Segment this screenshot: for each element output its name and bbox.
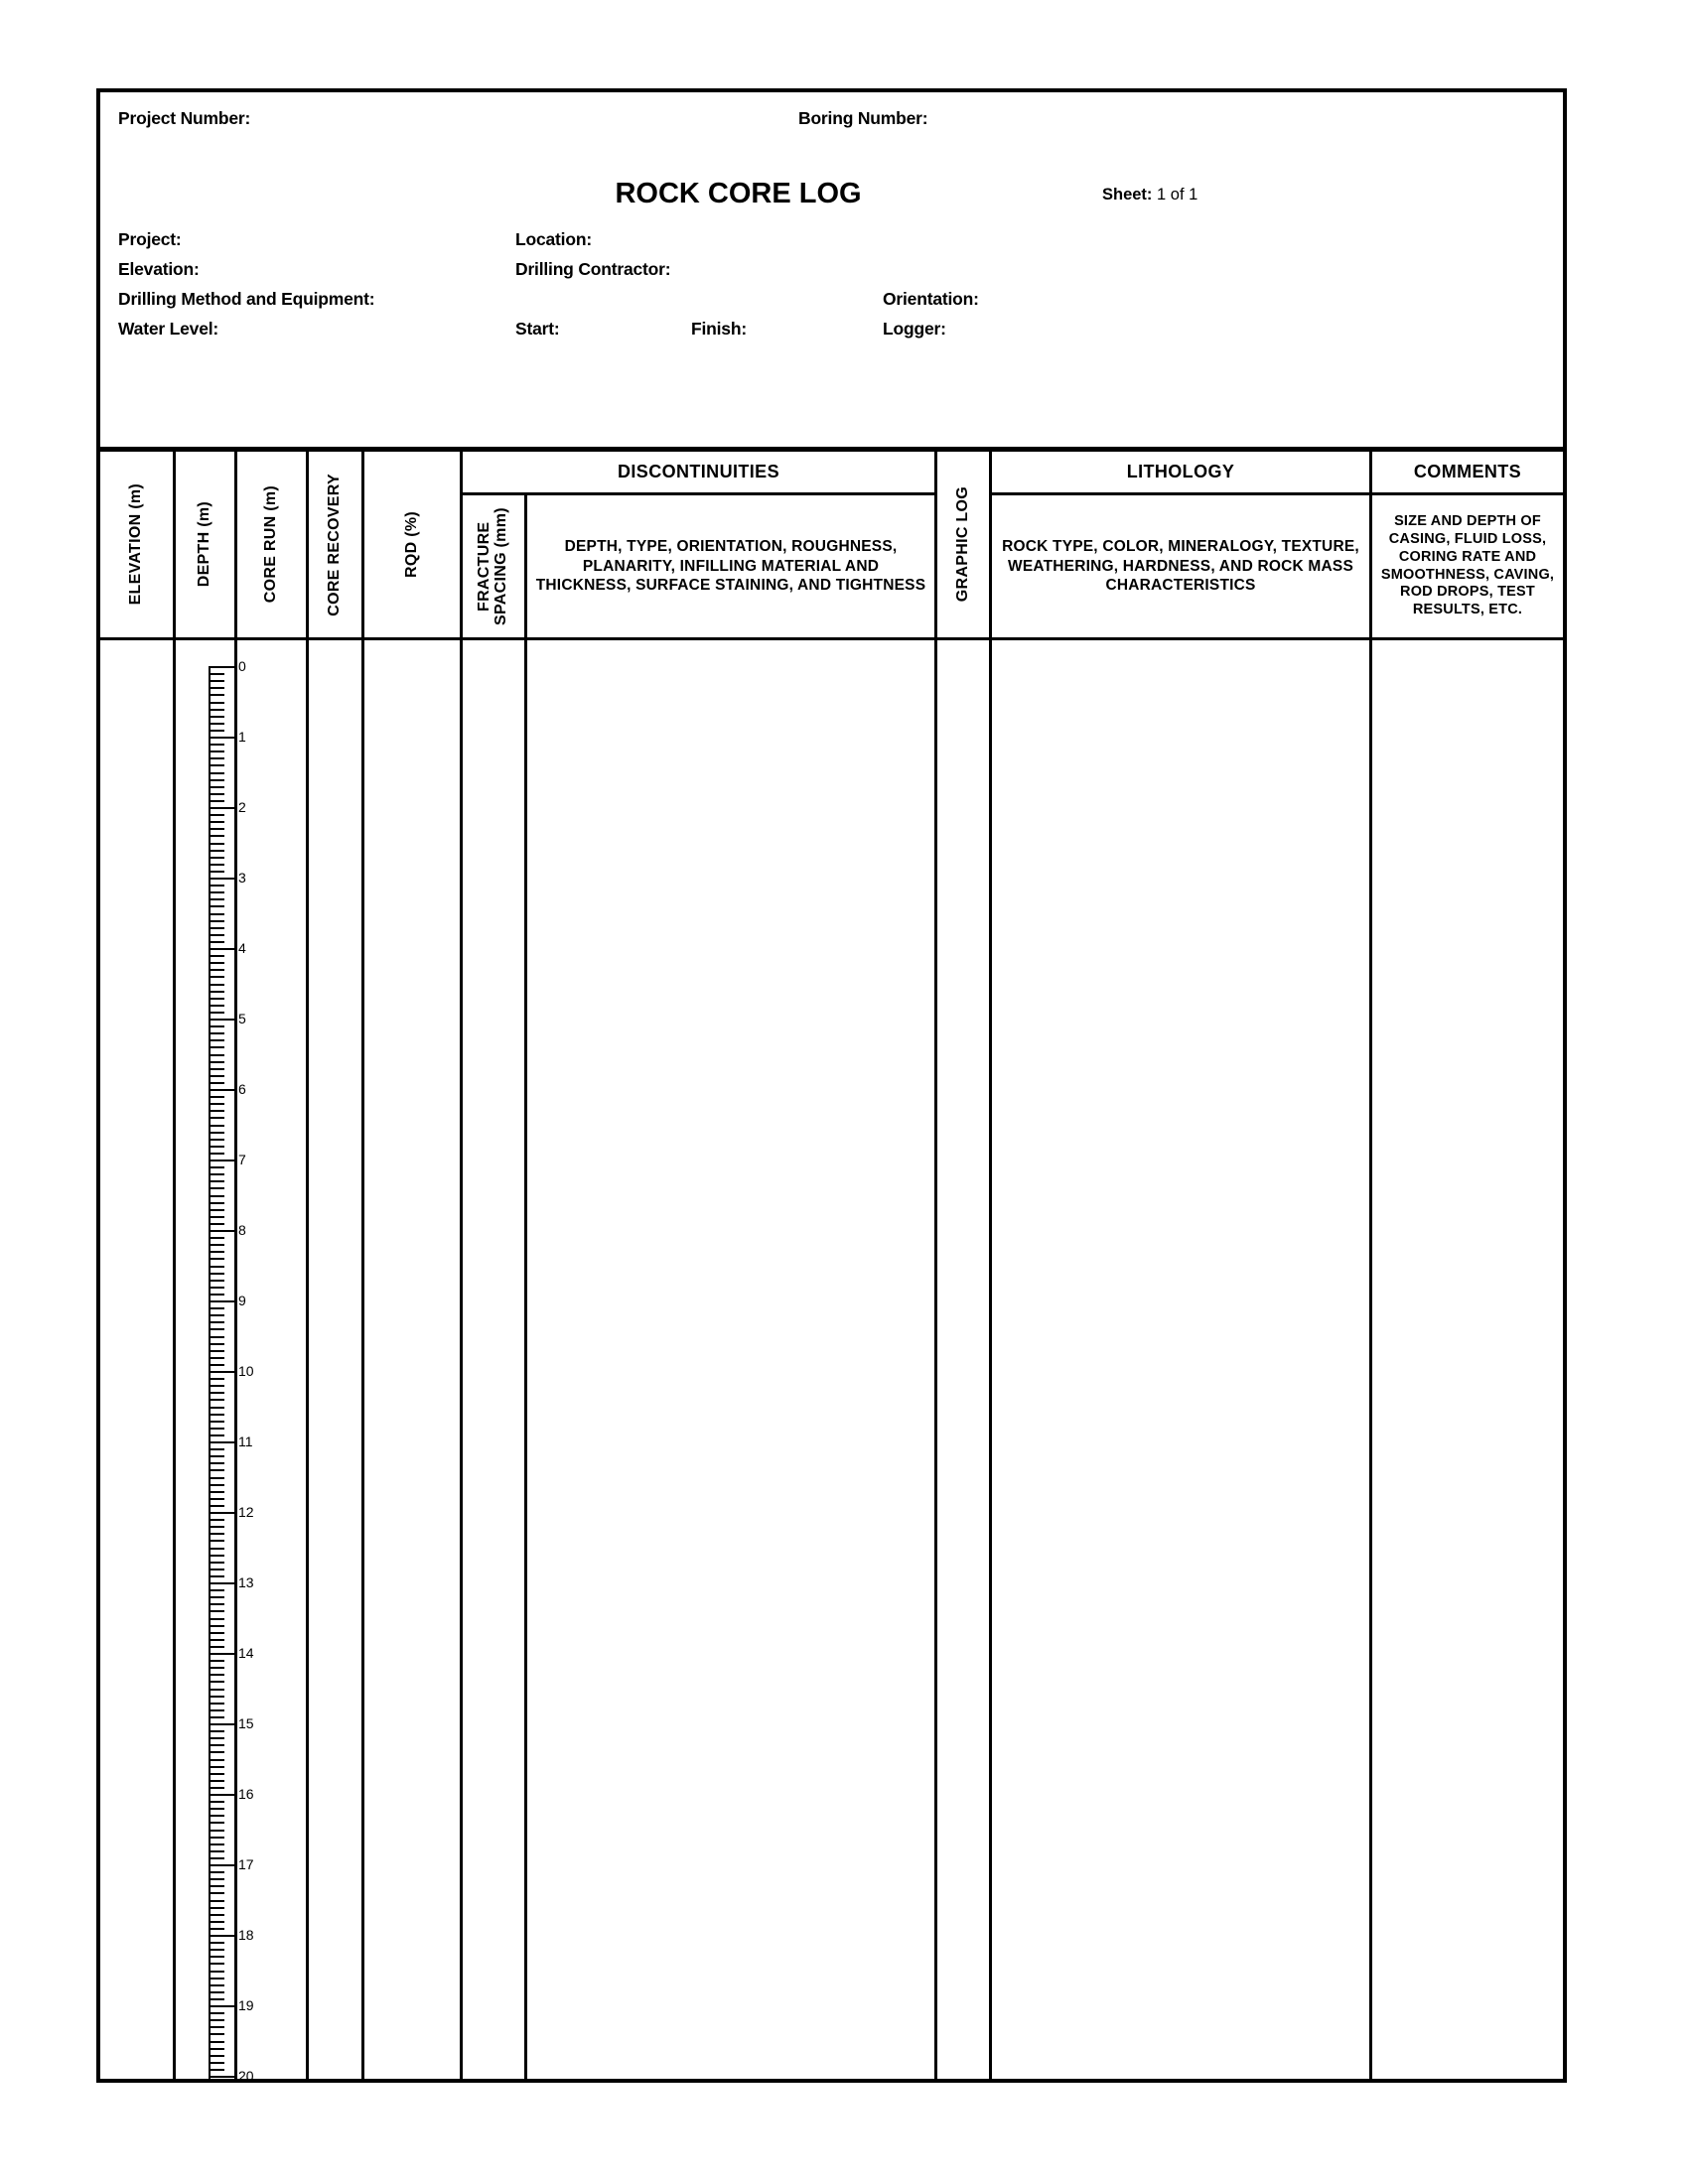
ruler-minor-tick — [209, 2033, 224, 2035]
ruler-minor-tick — [209, 1569, 224, 1570]
ruler-minor-tick — [209, 2019, 224, 2021]
ruler-minor-tick — [209, 1505, 224, 1507]
ruler-minor-tick — [209, 1850, 224, 1852]
ruler-minor-tick — [209, 1885, 224, 1887]
ruler-minor-tick — [209, 1603, 224, 1605]
ruler-tick-label: 14 — [238, 1645, 254, 1661]
ruler-minor-tick — [209, 998, 224, 1000]
ruler-minor-tick — [209, 1709, 224, 1711]
ruler-major-tick — [209, 1582, 234, 1584]
ruler-minor-tick — [209, 1266, 224, 1268]
ruler-tick-label: 5 — [238, 1011, 246, 1026]
ruler-minor-tick — [209, 1984, 224, 1986]
ruler-minor-tick — [209, 1703, 224, 1705]
column-lithology-description[interactable] — [992, 640, 1372, 2079]
ruler-minor-tick — [209, 779, 224, 781]
ruler-minor-tick — [209, 835, 224, 837]
ruler-major-tick — [209, 737, 234, 739]
column-body-rqd[interactable] — [364, 640, 460, 2079]
ruler-minor-tick — [209, 1025, 224, 1027]
ruler-minor-tick — [209, 1914, 224, 1916]
ruler-minor-tick — [209, 1921, 224, 1923]
ruler-major-tick — [209, 1160, 234, 1161]
ruler-minor-tick — [209, 673, 224, 675]
ruler-minor-tick — [209, 1639, 224, 1641]
ruler-minor-tick — [209, 1878, 224, 1880]
ruler-minor-tick — [209, 1187, 224, 1189]
ruler-minor-tick — [209, 1146, 224, 1148]
ruler-minor-tick — [209, 1610, 224, 1612]
ruler-minor-tick — [209, 927, 224, 929]
ruler-minor-tick — [209, 1625, 224, 1627]
ruler-minor-tick — [209, 1830, 224, 1832]
ruler-minor-tick — [209, 962, 224, 964]
ruler-minor-tick — [209, 885, 224, 887]
ruler-tick-label: 1 — [238, 729, 246, 745]
ruler-minor-tick — [209, 1414, 224, 1416]
ruler-major-tick — [209, 1935, 234, 1937]
ruler-minor-tick — [209, 764, 224, 766]
ruler-major-tick — [209, 948, 234, 950]
column-header-depth — [176, 452, 234, 640]
ruler-minor-tick — [209, 1575, 224, 1577]
ruler-tick-label: 19 — [238, 1997, 254, 2013]
drilling-contractor-label: Drilling Contractor: — [515, 259, 671, 279]
ruler-minor-tick — [209, 1407, 224, 1409]
column-elevation — [100, 452, 176, 2079]
ruler-minor-tick — [209, 1907, 224, 1909]
ruler-minor-tick — [209, 814, 224, 816]
ruler-minor-tick — [209, 1540, 224, 1542]
column-label-discontinuity-description: DEPTH, TYPE, ORIENTATION, ROUGHNESS, PLANARITY, INFILLING MATERIAL AND THICKNESS, SURFACE STAINING, AND TIGHTNESS — [535, 538, 926, 595]
ruler-minor-tick — [209, 955, 224, 957]
ruler-tick-label: 10 — [238, 1363, 254, 1379]
ruler-minor-tick — [209, 786, 224, 788]
ruler-major-tick — [209, 666, 234, 668]
ruler-tick-label: 7 — [238, 1152, 246, 1167]
form-title-text: ROCK CORE LOG — [615, 178, 862, 209]
sheet-value: 1 of 1 — [1157, 186, 1198, 204]
ruler-minor-tick — [209, 2026, 224, 2028]
rock-core-log-form — [96, 88, 1567, 2083]
ruler-minor-tick — [209, 898, 224, 900]
ruler-minor-tick — [209, 1674, 224, 1676]
ruler-minor-tick — [209, 850, 224, 852]
ruler-tick-label: 18 — [238, 1927, 254, 1943]
ruler-minor-tick — [209, 1125, 224, 1127]
ruler-minor-tick — [209, 1032, 224, 1034]
group-header-comments — [1372, 452, 1563, 495]
ruler-minor-tick — [209, 1971, 224, 1973]
ruler-minor-tick — [209, 1533, 224, 1535]
column-rqd — [364, 452, 463, 2079]
ruler-major-tick — [209, 1723, 234, 1725]
ruler-minor-tick — [209, 1892, 224, 1894]
ruler-minor-tick — [209, 1455, 224, 1457]
ruler-minor-tick — [209, 1484, 224, 1486]
finish-label: Finish: — [691, 319, 747, 339]
ruler-minor-tick — [209, 1519, 224, 1521]
ruler-minor-tick — [209, 913, 224, 915]
ruler-major-tick — [209, 878, 234, 880]
sheet-indicator — [1102, 187, 1197, 204]
group-header-comments-label: COMMENTS — [1413, 462, 1522, 481]
location-label: Location: — [515, 229, 592, 249]
ruler-minor-tick — [209, 1949, 224, 1951]
ruler-major-tick — [209, 1864, 234, 1866]
column-label-graphic-log: GRAPHIC LOG — [953, 486, 971, 603]
boring-number-label: Boring Number: — [798, 108, 928, 128]
column-label-depth: DEPTH (m) — [196, 501, 213, 588]
project-number-label: Project Number: — [118, 108, 251, 128]
ruler-minor-tick — [209, 1321, 224, 1323]
column-header-elevation — [100, 452, 173, 640]
ruler-minor-tick — [209, 1096, 224, 1098]
sheet-label: Sheet: — [1102, 186, 1153, 204]
logger-label: Logger: — [883, 319, 946, 339]
ruler-minor-tick — [209, 1696, 224, 1698]
ruler-minor-tick — [209, 1751, 224, 1753]
ruler-minor-tick — [209, 1491, 224, 1493]
ruler-minor-tick — [209, 1314, 224, 1316]
ruler-minor-tick — [209, 1364, 224, 1366]
ruler-minor-tick — [209, 1667, 224, 1669]
ruler-minor-tick — [209, 1039, 224, 1041]
ruler-minor-tick — [209, 1350, 224, 1352]
ruler-tick-label: 9 — [238, 1293, 246, 1308]
ruler-minor-tick — [209, 984, 224, 986]
column-label-fracture-spacing: FRACTURE SPACING (mm) — [476, 507, 509, 625]
column-discontinuity-description[interactable] — [527, 640, 937, 2079]
ruler-minor-tick — [209, 1857, 224, 1859]
ruler-minor-tick — [209, 1173, 224, 1175]
column-header-core-recovery — [309, 452, 361, 640]
ruler-minor-tick — [209, 1117, 224, 1119]
ruler-minor-tick — [209, 1054, 224, 1056]
form-header — [100, 92, 1563, 452]
ruler-minor-tick — [209, 1498, 224, 1500]
ruler-minor-tick — [209, 1153, 224, 1155]
ruler-major-tick — [209, 807, 234, 809]
ruler-minor-tick — [209, 905, 224, 907]
column-header-graphic-log — [937, 452, 989, 640]
group-header-discontinuities-label: DISCONTINUITIES — [617, 462, 779, 481]
ruler-minor-tick — [209, 1273, 224, 1275]
column-label-elevation: ELEVATION (m) — [127, 483, 145, 606]
ruler-minor-tick — [209, 1956, 224, 1958]
ruler-major-tick — [209, 1300, 234, 1302]
column-header-discontinuity-description — [527, 495, 937, 640]
ruler-tick-label: 4 — [238, 940, 246, 956]
elevation-label: Elevation: — [118, 259, 200, 279]
ruler-minor-tick — [209, 1132, 224, 1134]
ruler-minor-tick — [209, 793, 224, 795]
ruler-minor-tick — [209, 1998, 224, 2000]
column-label-core-recovery: CORE RECOVERY — [326, 473, 344, 616]
column-label-lithology-description: ROCK TYPE, COLOR, MINERALOGY, TEXTURE, WEATHERING, HARDNESS, AND ROCK MASS CHARACTERISTICS — [1002, 538, 1359, 595]
ruler-minor-tick — [209, 1082, 224, 1084]
ruler-minor-tick — [209, 1942, 224, 1944]
ruler-minor-tick — [209, 1223, 224, 1225]
group-header-lithology-label: LITHOLOGY — [1126, 462, 1235, 481]
column-header-fracture-spacing — [463, 495, 527, 640]
ruler-minor-tick — [209, 1307, 224, 1309]
ruler-minor-tick — [209, 843, 224, 845]
water-level-label: Water Level: — [118, 319, 219, 339]
column-depth — [176, 452, 254, 2084]
ruler-minor-tick — [209, 1759, 224, 1761]
ruler-minor-tick — [209, 1526, 224, 1528]
column-comments-description[interactable] — [1372, 640, 1563, 2079]
ruler-minor-tick — [209, 1808, 224, 1810]
ruler-minor-tick — [209, 1773, 224, 1775]
column-header-lithology-description — [992, 495, 1372, 640]
column-header-core-run — [237, 452, 306, 640]
ruler-major-tick — [209, 1512, 234, 1514]
ruler-minor-tick — [209, 1716, 224, 1718]
orientation-label: Orientation: — [883, 289, 979, 309]
ruler-minor-tick — [209, 1075, 224, 1077]
ruler-minor-tick — [209, 1421, 224, 1423]
ruler-tick-label: 20 — [238, 2068, 254, 2084]
ruler-minor-tick — [209, 1280, 224, 1282]
ruler-minor-tick — [209, 1766, 224, 1768]
ruler-minor-tick — [209, 1378, 224, 1380]
ruler-minor-tick — [209, 1744, 224, 1746]
ruler-minor-tick — [209, 1596, 224, 1598]
ruler-minor-tick — [209, 716, 224, 718]
ruler-minor-tick — [209, 1294, 224, 1296]
ruler-tick-label: 3 — [238, 870, 246, 886]
ruler-minor-tick — [209, 800, 224, 802]
ruler-minor-tick — [209, 1562, 224, 1564]
ruler-minor-tick — [209, 1660, 224, 1662]
ruler-minor-tick — [209, 1963, 224, 1965]
ruler-minor-tick — [209, 1837, 224, 1839]
ruler-minor-tick — [209, 1618, 224, 1620]
ruler-minor-tick — [209, 1287, 224, 1289]
column-core-recovery — [309, 452, 364, 2079]
ruler-minor-tick — [209, 694, 224, 696]
drilling-method-label: Drilling Method and Equipment: — [118, 289, 375, 309]
ruler-minor-tick — [209, 1068, 224, 1070]
ruler-minor-tick — [209, 744, 224, 746]
ruler-minor-tick — [209, 1787, 224, 1789]
ruler-minor-tick — [209, 991, 224, 993]
ruler-minor-tick — [209, 1046, 224, 1048]
ruler-tick-label: 11 — [238, 1433, 253, 1449]
ruler-minor-tick — [209, 1103, 224, 1105]
ruler-minor-tick — [209, 1928, 224, 1930]
ruler-minor-tick — [209, 1589, 224, 1591]
project-label: Project: — [118, 229, 182, 249]
column-core-run — [237, 452, 309, 2079]
column-graphic-log — [937, 452, 992, 2079]
ruler-tick-label: 13 — [238, 1574, 254, 1590]
ruler-minor-tick — [209, 1822, 224, 1824]
ruler-minor-tick — [209, 1780, 224, 1782]
ruler-minor-tick — [209, 1012, 224, 1014]
ruler-minor-tick — [209, 1801, 224, 1803]
ruler-minor-tick — [209, 1258, 224, 1260]
ruler-minor-tick — [209, 2048, 224, 2050]
ruler-minor-tick — [209, 1385, 224, 1387]
ruler-major-tick — [209, 1794, 234, 1796]
ruler-minor-tick — [209, 828, 224, 830]
ruler-minor-tick — [209, 821, 224, 823]
ruler-minor-tick — [209, 1843, 224, 1845]
column-header-rqd — [364, 452, 460, 640]
ruler-minor-tick — [209, 1462, 224, 1464]
ruler-minor-tick — [209, 1477, 224, 1479]
ruler-minor-tick — [209, 976, 224, 978]
ruler-tick-label: 2 — [238, 799, 246, 815]
ruler-minor-tick — [209, 2062, 224, 2064]
ruler-minor-tick — [209, 1005, 224, 1007]
column-body-depth — [176, 640, 254, 2084]
ruler-minor-tick — [209, 891, 224, 893]
ruler-major-tick — [209, 2076, 234, 2078]
log-table — [100, 452, 1563, 2084]
ruler-tick-label: 16 — [238, 1786, 254, 1802]
ruler-minor-tick — [209, 2069, 224, 2071]
ruler-minor-tick — [209, 1871, 224, 1873]
ruler-minor-tick — [209, 1392, 224, 1394]
ruler-minor-tick — [209, 751, 224, 752]
ruler-minor-tick — [209, 1548, 224, 1550]
ruler-tick-label: 8 — [238, 1222, 246, 1238]
ruler-minor-tick — [209, 1434, 224, 1436]
start-label: Start: — [515, 319, 560, 339]
column-fracture-spacing[interactable] — [463, 640, 527, 2079]
ruler-minor-tick — [209, 2012, 224, 2014]
ruler-minor-tick — [209, 1209, 224, 1211]
ruler-minor-tick — [209, 941, 224, 943]
ruler-minor-tick — [209, 1689, 224, 1691]
column-body-core-recovery[interactable] — [309, 640, 361, 2079]
ruler-minor-tick — [209, 1737, 224, 1739]
ruler-tick-label: 17 — [238, 1856, 254, 1872]
ruler-tick-label: 12 — [238, 1504, 254, 1520]
ruler-minor-tick — [209, 1357, 224, 1359]
ruler-major-tick — [209, 1019, 234, 1021]
ruler-tick-label: 0 — [238, 658, 246, 674]
ruler-major-tick — [209, 1230, 234, 1232]
ruler-minor-tick — [209, 772, 224, 774]
ruler-minor-tick — [209, 1251, 224, 1253]
ruler-minor-tick — [209, 1166, 224, 1168]
ruler-minor-tick — [209, 1448, 224, 1450]
group-header-lithology — [992, 452, 1372, 495]
ruler-minor-tick — [209, 969, 224, 971]
ruler-minor-tick — [209, 757, 224, 759]
ruler-minor-tick — [209, 1328, 224, 1330]
column-label-comments-description: SIZE AND DEPTH OF CASING, FLUID LOSS, CORING RATE AND SMOOTHNESS, CAVING, ROD DROPS, TEST RESULTS, ETC. — [1380, 513, 1555, 617]
ruler-minor-tick — [209, 1469, 224, 1471]
column-body-elevation[interactable] — [100, 640, 173, 2079]
ruler-minor-tick — [209, 730, 224, 732]
column-body-core-run[interactable] — [237, 640, 306, 2079]
ruler-minor-tick — [209, 864, 224, 866]
column-body-graphic-log[interactable] — [937, 640, 989, 2079]
ruler-minor-tick — [209, 1900, 224, 1902]
ruler-major-tick — [209, 1089, 234, 1091]
ruler-minor-tick — [209, 1139, 224, 1141]
ruler-minor-tick — [209, 871, 224, 873]
ruler-minor-tick — [209, 1399, 224, 1401]
ruler-minor-tick — [209, 1428, 224, 1430]
ruler-minor-tick — [209, 2041, 224, 2043]
ruler-minor-tick — [209, 1237, 224, 1239]
ruler-minor-tick — [209, 857, 224, 859]
ruler-minor-tick — [209, 1180, 224, 1182]
ruler-minor-tick — [209, 1815, 224, 1817]
ruler-minor-tick — [209, 723, 224, 725]
ruler-minor-tick — [209, 1216, 224, 1218]
ruler-minor-tick — [209, 709, 224, 711]
ruler-minor-tick — [209, 702, 224, 704]
ruler-minor-tick — [209, 1343, 224, 1345]
ruler-minor-tick — [209, 2055, 224, 2057]
ruler-tick-label: 6 — [238, 1081, 246, 1097]
ruler-minor-tick — [209, 1991, 224, 1993]
group-header-discontinuities — [463, 452, 937, 495]
ruler-minor-tick — [209, 680, 224, 682]
ruler-minor-tick — [209, 1061, 224, 1063]
depth-scale-ruler — [176, 640, 254, 2084]
ruler-minor-tick — [209, 934, 224, 936]
column-label-rqd: RQD (%) — [402, 511, 420, 578]
ruler-minor-tick — [209, 1555, 224, 1557]
ruler-minor-tick — [209, 1195, 224, 1197]
ruler-major-tick — [209, 1653, 234, 1655]
ruler-major-tick — [209, 1441, 234, 1443]
ruler-major-tick — [209, 2005, 234, 2007]
ruler-tick-label: 15 — [238, 1715, 254, 1731]
ruler-minor-tick — [209, 1244, 224, 1246]
ruler-minor-tick — [209, 1110, 224, 1112]
ruler-minor-tick — [209, 920, 224, 922]
ruler-minor-tick — [209, 1681, 224, 1683]
ruler-minor-tick — [209, 1646, 224, 1648]
column-label-core-run: CORE RUN (m) — [262, 485, 280, 604]
ruler-minor-tick — [209, 1202, 224, 1204]
form-title — [100, 180, 1563, 208]
ruler-minor-tick — [209, 1730, 224, 1732]
ruler-minor-tick — [209, 1632, 224, 1634]
column-header-comments-description — [1372, 495, 1563, 640]
ruler-major-tick — [209, 1371, 234, 1373]
ruler-minor-tick — [209, 1336, 224, 1338]
ruler-minor-tick — [209, 1978, 224, 1979]
ruler-minor-tick — [209, 687, 224, 689]
